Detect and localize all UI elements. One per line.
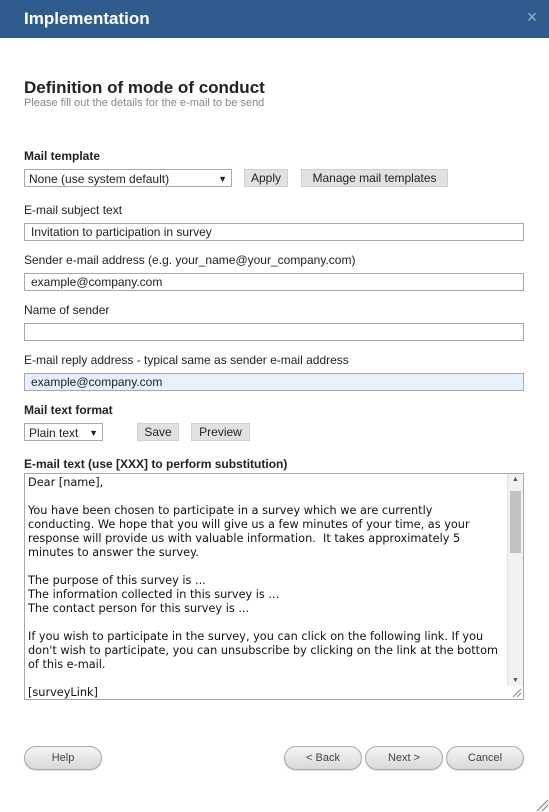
- email-text-area[interactable]: [24, 473, 524, 700]
- mail-template-select[interactable]: [24, 169, 232, 187]
- mail-text-format-label: Mail text format: [24, 403, 113, 417]
- reply-email-input[interactable]: example@company.com: [24, 373, 524, 391]
- mail-template-selected: None (use system default): [29, 172, 170, 186]
- sender-name-label: Name of sender: [24, 303, 110, 317]
- sender-name-input[interactable]: [24, 323, 524, 341]
- scrollbar-thumb[interactable]: [510, 491, 521, 553]
- chevron-down-icon: ▼: [218, 174, 227, 184]
- scroll-down-icon[interactable]: ▼: [512, 677, 519, 684]
- page-subtitle: Please fill out the details for the e-mail to be send: [24, 97, 265, 109]
- close-icon[interactable]: ×: [526, 7, 538, 27]
- cancel-button[interactable]: Cancel: [446, 746, 524, 770]
- email-text-scrollbar[interactable]: [507, 474, 523, 686]
- mail-text-format-select[interactable]: [24, 423, 103, 441]
- email-text-content[interactable]: Dear [name], You have been chosen to participate in a survey which we are currently conducting. We hope that you will give us a few minutes of your time, as your response will provide us with valuable information. It takes approximately 5 minutes to answer the survey. The purpose of this survey is ... The information collected in this survey is ... The contact person for this survey is ... If you wish to participate in the survey, you can click on the following link. If you don't wish to participate, you can unsubscribe by clicking on the link at the bottom of this e-mail. [surveyLink]: [28, 476, 499, 699]
- page-title: Definition of mode of conduct: [24, 78, 265, 97]
- manage-mail-templates-button[interactable]: Manage mail templates: [301, 169, 448, 187]
- scroll-up-icon[interactable]: ▲: [512, 476, 519, 483]
- chevron-down-icon: ▼: [89, 428, 98, 438]
- subject-input[interactable]: Invitation to participation in survey: [24, 223, 524, 241]
- email-text-label: E-mail text (use [XXX] to perform substitution): [24, 457, 288, 471]
- sender-email-input[interactable]: example@company.com: [24, 273, 524, 291]
- mail-template-label: Mail template: [24, 149, 101, 163]
- sender-email-label: Sender e-mail address (e.g. your_name@your_company.com): [24, 253, 356, 267]
- mail-text-format-selected: Plain text: [29, 426, 79, 440]
- next-button[interactable]: Next >: [365, 746, 443, 770]
- save-button[interactable]: Save: [137, 423, 179, 441]
- back-button[interactable]: < Back: [284, 746, 362, 770]
- window-resize-icon[interactable]: [535, 798, 549, 812]
- subject-label: E-mail subject text: [24, 203, 123, 217]
- reply-email-label: E-mail reply address - typical same as sender e-mail address: [24, 353, 349, 367]
- apply-button[interactable]: Apply: [244, 169, 288, 187]
- resize-grip-icon[interactable]: [510, 686, 522, 698]
- help-button[interactable]: Help: [24, 746, 102, 770]
- title-bar: [0, 0, 549, 38]
- window-title: Implementation: [24, 9, 150, 28]
- preview-button[interactable]: Preview: [191, 423, 250, 441]
